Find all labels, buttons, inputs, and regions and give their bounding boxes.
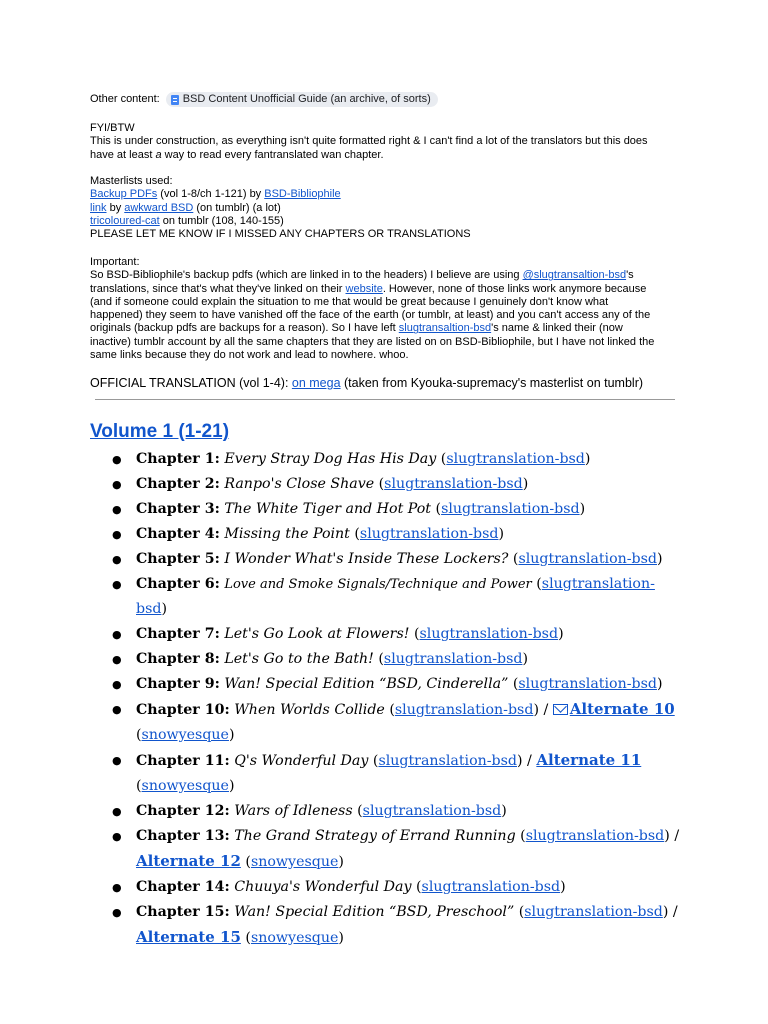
translator-link[interactable]: slugtranslation-bsd xyxy=(362,803,502,819)
alternate-translator-link[interactable]: snowyesque xyxy=(250,854,339,870)
alternate-link[interactable]: Alternate 10 xyxy=(569,700,675,718)
alternate-link[interactable]: Alternate 12 xyxy=(136,852,241,870)
masterlists-section xyxy=(90,175,471,241)
chapter-item: ● Chapter 8: Let's Go to the Bath! (slugtranslation-bsd) xyxy=(90,647,680,672)
slugtransaltion-bsd-link[interactable]: slugtransaltion-bsd xyxy=(398,322,492,335)
alternate-link[interactable]: Alternate 11 xyxy=(536,751,642,769)
translator-link[interactable]: slugtranslation-bsd xyxy=(525,828,665,844)
link-link[interactable]: link xyxy=(90,201,107,214)
fyi-heading: FYI/BTW xyxy=(90,122,135,134)
on-mega-link[interactable]: on mega xyxy=(291,376,341,390)
chapter-title: The White Tiger and Hot Pot xyxy=(224,501,432,517)
chapter-title: Q's Wonderful Day xyxy=(234,753,369,769)
chapter-label: Chapter 2: xyxy=(136,476,220,492)
chapter-title: Let's Go to the Bath! xyxy=(224,651,374,667)
alternate-translator-link[interactable]: snowyesque xyxy=(250,930,339,946)
important-line-6: inactive) tumblr account by all the same chapters that they are listed on on BSD-Bibliophile, but I have not linked the xyxy=(90,335,655,348)
tricoloured-cat-link[interactable]: tricoloured-cat xyxy=(90,214,160,227)
chapter-item: ● Chapter 14: Chuuya's Wonderful Day (slugtranslation-bsd) xyxy=(90,875,680,900)
translator-link[interactable]: slugtranslation-bsd xyxy=(136,576,655,617)
masterlists-heading: Masterlists used: xyxy=(90,175,173,187)
chapter-title: Love and Smoke Signals/Technique and Power xyxy=(224,577,532,592)
chapter-label: Chapter 5: xyxy=(136,551,220,567)
translator-link[interactable]: slugtranslation-bsd xyxy=(383,651,523,667)
chapter-title: Wan! Special Edition “BSD, Cinderella” xyxy=(224,676,509,692)
chapter-label: Chapter 12: xyxy=(136,803,230,819)
chapter-item: ● Chapter 9: Wan! Special Edition “BSD, Cinderella” (slugtranslation-bsd) xyxy=(90,672,680,697)
fyi-section xyxy=(90,122,648,162)
chapter-title: Chuuya's Wonderful Day xyxy=(234,879,412,895)
important-line-5: originals (backup pdfs are backups for a reason). So I have left slugtransaltion-bsd's name & linked their (now xyxy=(90,322,623,335)
chapter-item: ● Chapter 7: Let's Go Look at Flowers! (slugtranslation-bsd) xyxy=(90,622,680,647)
chapter-label: Chapter 11: xyxy=(136,753,230,769)
website-link[interactable]: website xyxy=(345,282,383,295)
chapter-item: ● Chapter 10: When Worlds Collide (slugtranslation-bsd) / Alternate 10 (snowyesque) xyxy=(90,697,680,748)
chapter-title: Missing the Point xyxy=(224,526,350,542)
volume-1-heading[interactable]: Volume 1 (1-21) xyxy=(90,421,230,442)
chapter-title: The Grand Strategy of Errand Running xyxy=(234,828,516,844)
important-heading: Important: xyxy=(90,256,140,268)
chapter-title: Wars of Idleness xyxy=(234,803,353,819)
chapter-label: Chapter 7: xyxy=(136,626,220,642)
awkward-bsd-link[interactable]: awkward BSD xyxy=(124,201,194,214)
masterlist-row-4: PLEASE LET ME KNOW IF I MISSED ANY CHAPTERS OR TRANSLATIONS xyxy=(90,228,471,241)
chapter-item: ● Chapter 12: Wars of Idleness (slugtranslation-bsd) xyxy=(90,799,680,824)
important-section xyxy=(90,256,654,362)
important-line-2: translations, since that's what they've linked on their website. However, none of those links work anymore because xyxy=(90,282,647,295)
translator-link[interactable]: slugtranslation-bsd xyxy=(378,753,517,769)
chapter-item: ● Chapter 4: Missing the Point (slugtranslation-bsd) xyxy=(90,522,680,547)
chapter-item: ● Chapter 5: I Wonder What's Inside These Lockers? (slugtranslation-bsd) xyxy=(90,547,680,572)
chapter-label: Chapter 3: xyxy=(136,501,220,517)
fyi-line-2: have at least a way to read every fantranslated wan chapter. xyxy=(90,148,384,161)
chapter-list xyxy=(90,447,680,951)
chapter-label: Chapter 14: xyxy=(136,879,230,895)
chapter-title: Let's Go Look at Flowers! xyxy=(224,626,410,642)
doc-icon xyxy=(171,95,179,105)
translator-link[interactable]: slugtranslation-bsd xyxy=(384,476,523,492)
important-line-4: happened) they seem to have vanished off the face of the earth (or tumblr, at least) and you can't access any of the xyxy=(90,309,651,322)
guide-chip-label: BSD Content Unofficial Guide (an archive, of sorts) xyxy=(182,93,431,105)
masterlist-row-1: Backup PDFs (vol 1-8/ch 1-121) by BSD-Bibliophile xyxy=(90,188,341,201)
translator-link[interactable]: slugtranslation-bsd xyxy=(394,702,534,718)
chapter-label: Chapter 9: xyxy=(136,676,220,692)
important-line-1: So BSD-Bibliophile's backup pdfs (which are linked in to the headers) I believe are using @slugtransaltion-bsd's xyxy=(90,269,634,282)
alternate-translator-link[interactable]: snowyesque xyxy=(141,727,229,743)
chapter-title: Wan! Special Edition “BSD, Preschool” xyxy=(234,904,515,920)
slugtransaltion-bsd-handle-link[interactable]: @slugtransaltion-bsd xyxy=(522,269,627,282)
horizontal-rule xyxy=(95,399,675,400)
other-content-label: Other content: xyxy=(90,93,160,105)
chapter-title: I Wonder What's Inside These Lockers? xyxy=(224,551,509,567)
chapter-label: Chapter 1: xyxy=(136,451,220,467)
fyi-line-1: This is under construction, as everything isn't quite formatted right & I can't find a lot of the translators but this does xyxy=(90,135,648,148)
important-line-3: (and if someone could explain the situation to me that would be great because I genuinely don't know what xyxy=(90,295,609,308)
translator-link[interactable]: slugtranslation-bsd xyxy=(359,526,499,542)
chapter-item: ● Chapter 11: Q's Wonderful Day (slugtranslation-bsd) / Alternate 11 (snowyesque) xyxy=(90,748,680,799)
other-content-row xyxy=(90,92,438,107)
important-line-7: same links because they do not work and lead to nowhere. whoo. xyxy=(90,349,409,362)
translator-link[interactable]: slugtranslation-bsd xyxy=(518,551,658,567)
backup-pdfs-link[interactable]: Backup PDFs xyxy=(90,188,158,201)
translator-link[interactable]: slugtranslation-bsd xyxy=(524,904,663,920)
translator-link[interactable]: slugtranslation-bsd xyxy=(421,879,561,895)
chapter-label: Chapter 10: xyxy=(136,702,230,718)
chapter-label: Chapter 6: xyxy=(136,576,220,592)
chapter-item: ● Chapter 6: Love and Smoke Signals/Technique and Power (slugtranslation-bsd) xyxy=(90,572,680,622)
translator-link[interactable]: slugtranslation-bsd xyxy=(518,676,657,692)
chapter-label: Chapter 4: xyxy=(136,526,220,542)
chapter-label: Chapter 15: xyxy=(136,904,230,920)
alternate-link[interactable]: Alternate 15 xyxy=(136,928,241,946)
chapter-label: Chapter 13: xyxy=(136,828,230,844)
masterlist-row-2: link by awkward BSD (on tumblr) (a lot) xyxy=(90,201,281,214)
chapter-title: When Worlds Collide xyxy=(234,702,385,718)
chapter-item: ● Chapter 1: Every Stray Dog Has His Day (slugtranslation-bsd) xyxy=(90,447,680,472)
chapter-label: Chapter 8: xyxy=(136,651,220,667)
mail-icon xyxy=(553,704,568,715)
chapter-item: ● Chapter 3: The White Tiger and Hot Pot (slugtranslation-bsd) xyxy=(90,497,680,522)
chapter-item: ● Chapter 13: The Grand Strategy of Errand Running (slugtranslation-bsd) / Alternate 12 (snowyesque) xyxy=(90,824,680,875)
alternate-translator-link[interactable]: snowyesque xyxy=(141,778,229,794)
translator-link[interactable]: slugtranslation-bsd xyxy=(446,451,585,467)
chapter-item: ● Chapter 15: Wan! Special Edition “BSD, Preschool” (slugtranslation-bsd) / Alternate 15 (snowyesque) xyxy=(90,900,680,951)
chapter-title: Every Stray Dog Has His Day xyxy=(224,451,437,467)
fyi-emphasis: a xyxy=(155,148,162,161)
chapter-item: ● Chapter 2: Ranpo's Close Shave (slugtranslation-bsd) xyxy=(90,472,680,497)
guide-smart-chip[interactable] xyxy=(166,92,438,107)
chapter-title: Ranpo's Close Shave xyxy=(224,476,375,492)
translator-link[interactable]: slugtranslation-bsd xyxy=(419,626,559,642)
translator-link[interactable]: slugtranslation-bsd xyxy=(441,501,580,517)
bsd-bibliophile-link[interactable]: BSD-Bibliophile xyxy=(264,188,341,201)
official-translation-line: OFFICIAL TRANSLATION (vol 1-4): on mega (taken from Kyouka-supremacy's masterlist on tumblr) xyxy=(90,376,644,390)
masterlist-row-3: tricoloured-cat on tumblr (108, 140-155) xyxy=(90,214,284,227)
